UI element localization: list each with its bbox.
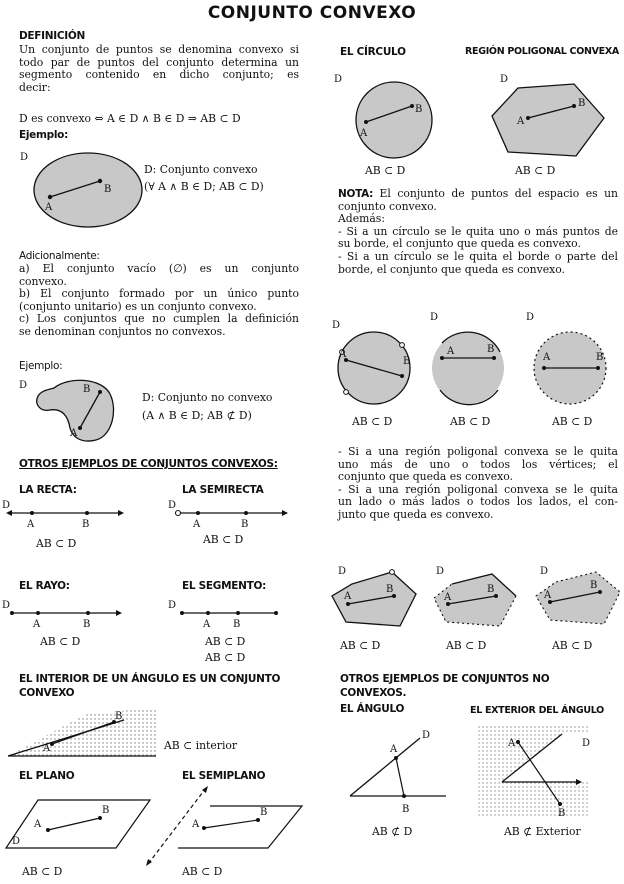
label-a: A — [33, 619, 41, 630]
definition-text — [19, 44, 299, 94]
polygon-line: - Si a una región poligonal convexa se le quita — [338, 482, 618, 496]
angle-interior-caption: AB ⊂ interior — [164, 739, 238, 752]
plane-caption: AB ⊂ D — [22, 865, 63, 878]
plane-figure — [4, 796, 154, 852]
definition-heading: DEFINICIÓN — [19, 30, 85, 42]
note-line: - Si a un círculo se le quita el borde o parte del — [338, 249, 618, 263]
other-examples-heading: OTROS EJEMPLOS DE CONJUNTOS CONVEXOS: — [19, 458, 278, 470]
label-d: D — [334, 74, 343, 85]
point-b — [572, 104, 576, 108]
label-a: A — [203, 619, 211, 630]
arrow-right — [118, 510, 124, 516]
convex-polygon — [492, 84, 604, 156]
ray-caption: AB ⊂ D — [40, 635, 81, 648]
note-text — [338, 188, 618, 276]
note-line: - Si a un círculo se le quita uno o más puntos de — [338, 224, 618, 238]
label-d: D — [526, 312, 535, 323]
label-b: B — [386, 584, 394, 595]
note-line: borde, el conjunto que queda es convexo. — [338, 262, 565, 276]
semiplane-caption: AB ⊂ D — [182, 865, 223, 878]
point-a — [196, 511, 200, 515]
arrow-right — [282, 510, 288, 516]
label-b: B — [260, 807, 268, 818]
point-a — [394, 756, 398, 760]
additionally-line: a) El conjunto vacío (∅) es un conjunto — [19, 262, 299, 275]
label-b: B — [403, 356, 411, 367]
nonconvex-label: D: Conjunto no convexo — [142, 391, 273, 404]
point-b — [558, 802, 562, 806]
exterior-caption: AB ⊄ Exterior — [504, 825, 581, 838]
endpoint — [180, 611, 184, 615]
removed-point — [400, 343, 405, 348]
polygons-modified-figure — [330, 562, 624, 636]
open-endpoint — [176, 511, 181, 516]
additionally-heading: Adicionalmente: — [19, 250, 100, 262]
label-b: B — [233, 619, 241, 630]
angle-interior-figure — [6, 706, 166, 762]
endpoint — [274, 611, 278, 615]
point-b — [598, 590, 602, 594]
label-a: A — [543, 352, 551, 363]
label-b: B — [487, 344, 495, 355]
label-b: B — [590, 580, 598, 591]
label-a: A — [544, 590, 552, 601]
nonconvex-condition: (A ∧ B ∈ D; AB ⊄ D) — [142, 409, 252, 422]
plane-heading: EL PLANO — [19, 770, 75, 782]
ray-heading: EL RAYO: — [19, 580, 70, 592]
point-a — [202, 826, 206, 830]
label-d: D — [168, 500, 177, 511]
convex-condition: (∀ A ∧ B ∈ D; AB ⊂ D) — [144, 180, 264, 193]
additionally-text — [19, 263, 299, 339]
point-b — [410, 104, 414, 108]
semiline-caption: AB ⊂ D — [203, 533, 244, 546]
segment-caption-2: AB ⊂ D — [205, 651, 246, 664]
point-a — [48, 195, 52, 199]
angle-interior-heading-1: EL INTERIOR DE UN ÁNGULO ES UN CONJUNTO — [19, 673, 281, 685]
label-b: B — [82, 519, 90, 530]
point-b — [492, 356, 496, 360]
polygon-caption-2: AB ⊂ D — [446, 639, 487, 652]
point-a — [36, 611, 40, 615]
circle — [356, 82, 432, 158]
removed-vertex — [390, 570, 395, 575]
label-d: D — [338, 566, 347, 577]
label-a: A — [70, 428, 78, 439]
label-b: B — [83, 384, 91, 395]
additionally-line: (conjunto unitario) es un conjunto convexo. — [19, 299, 257, 313]
removed-point — [344, 390, 349, 395]
note-line: conjunto convexo. — [338, 199, 437, 213]
label-b: B — [102, 805, 110, 816]
polygon-line: un lado o más lados o todos los lados, el con- — [338, 495, 618, 509]
additionally-line: b) El conjunto formado por un único punto — [19, 287, 299, 301]
convex-ellipse — [34, 153, 142, 227]
label-b: B — [115, 711, 123, 722]
label-d: D — [2, 500, 11, 511]
label-d: D — [582, 738, 591, 749]
polygon-text — [338, 446, 618, 522]
arrow-up — [202, 786, 208, 793]
label-d: D — [332, 320, 341, 331]
polygon-line: uno más de uno o todos los vértices; el — [338, 457, 618, 471]
circle-caption-1: AB ⊂ D — [352, 415, 393, 428]
polygon-line: conjunto que queda es convexo. — [338, 470, 513, 484]
label-a: A — [45, 202, 53, 213]
definition-line: Un conjunto de puntos se denomina convexo si — [19, 43, 299, 56]
exterior-heading: EL EXTERIOR DEL ÁNGULO — [470, 705, 604, 716]
convex-ellipse-figure — [14, 150, 144, 235]
definition-line: decir: — [19, 80, 51, 94]
polygon-figure — [488, 70, 618, 160]
example-heading: Ejemplo: — [19, 129, 68, 141]
nonconvex-heading-2: CONVEXOS. — [340, 687, 407, 699]
label-d: D — [20, 152, 29, 163]
polygon-heading: REGIÓN POLIGONAL CONVEXA — [465, 46, 619, 57]
point-a — [440, 356, 444, 360]
circle-caption-2: AB ⊂ D — [450, 415, 491, 428]
point-a — [526, 116, 530, 120]
point-a — [206, 611, 210, 615]
definition-line: segmento contenido en dicho conjunto; es — [19, 68, 299, 82]
nonconvex-figure — [14, 376, 124, 446]
arrow-right — [116, 610, 122, 616]
label-d: D — [540, 566, 549, 577]
convex-label: D: Conjunto convexo — [144, 163, 258, 176]
label-a: A — [517, 116, 525, 127]
segment-ab — [204, 820, 258, 828]
point-b — [494, 594, 498, 598]
page-title: CONJUNTO CONVEXO — [207, 3, 417, 23]
label-b: B — [487, 584, 495, 595]
label-a: A — [339, 349, 347, 360]
semiline-heading: LA SEMIRECTA — [182, 484, 264, 496]
label-a: A — [444, 592, 452, 603]
arrow-down — [146, 859, 152, 866]
segment-ab — [48, 818, 100, 830]
plane — [6, 800, 150, 848]
label-d: D — [436, 566, 445, 577]
segment-ab — [396, 758, 404, 796]
angle-heading: EL ÁNGULO — [340, 703, 405, 715]
point-a — [46, 828, 50, 832]
label-a: A — [447, 346, 455, 357]
nonconvex-heading-1: OTROS EJEMPLOS DE CONJUNTOS NO — [340, 673, 550, 685]
label-d: D — [500, 74, 509, 85]
angle-interior-heading-2: CONVEXO — [19, 687, 75, 699]
circle-caption-3: AB ⊂ D — [552, 415, 593, 428]
note-line: El conjunto de puntos del espacio es un — [379, 187, 618, 200]
label-d: D — [12, 836, 21, 847]
angle-side — [350, 738, 420, 796]
semiplane-figure — [142, 786, 302, 868]
label-a: A — [193, 519, 201, 530]
definition-line: todo par de puntos del conjunto determina un — [19, 55, 299, 69]
polygon-caption: AB ⊂ D — [515, 164, 556, 177]
point-b — [402, 794, 406, 798]
label-d: D — [430, 312, 439, 323]
exterior-angle-figure — [478, 726, 618, 819]
additionally-line: se denominan conjuntos no convexos. — [19, 324, 226, 338]
angle-caption: AB ⊄ D — [372, 825, 413, 838]
label-a: A — [34, 819, 42, 830]
polygon-caption-1: AB ⊂ D — [340, 639, 381, 652]
circle-caption: AB ⊂ D — [365, 164, 406, 177]
label-a: A — [43, 743, 51, 754]
origin-point — [10, 611, 14, 615]
label-b: B — [415, 104, 423, 115]
polygon-line: junto que queda es convexo. — [338, 507, 494, 521]
label-a: A — [360, 128, 368, 139]
point-b — [244, 511, 248, 515]
point-b — [98, 390, 102, 394]
label-b: B — [578, 98, 586, 109]
point-a — [346, 602, 350, 606]
label-a: A — [27, 519, 35, 530]
point-b — [85, 511, 89, 515]
point-a — [78, 426, 82, 430]
point-b — [400, 374, 404, 378]
point-b — [98, 179, 102, 183]
semiplane-heading: EL SEMIPLANO — [182, 770, 266, 782]
point-b — [236, 611, 240, 615]
note-line: su borde, el conjunto que queda es convexo. — [338, 237, 581, 251]
label-a: A — [192, 819, 200, 830]
label-d: D — [422, 730, 431, 741]
note-line-1 — [338, 188, 618, 201]
segment-heading: EL SEGMENTO: — [182, 580, 266, 592]
note-line: Además: — [338, 212, 385, 226]
polygon-line: - Si a una región poligonal convexa se le quita — [338, 445, 618, 458]
point-b — [256, 818, 260, 822]
polygon-caption-3: AB ⊂ D — [552, 639, 593, 652]
line-caption: AB ⊂ D — [36, 537, 77, 550]
label-b: B — [402, 804, 410, 815]
label-a: A — [508, 738, 516, 749]
point-a — [30, 511, 34, 515]
point-b — [596, 366, 600, 370]
segment-caption-1: AB ⊂ D — [205, 635, 246, 648]
point-a — [516, 740, 520, 744]
example2-heading: Ejemplo: — [19, 360, 63, 372]
label-b: B — [104, 184, 112, 195]
circle-heading: EL CÍRCULO — [340, 46, 406, 58]
label-a: A — [344, 591, 352, 602]
line-heading: LA RECTA: — [19, 484, 77, 496]
additionally-line: c) Los conjuntos que no cumplen la definición — [19, 312, 299, 326]
point-a — [542, 366, 546, 370]
label-d: D — [2, 600, 11, 611]
circle-figure — [332, 70, 442, 160]
label-b: B — [241, 519, 249, 530]
additionally-line: convexo. — [19, 274, 67, 288]
point-a — [50, 742, 54, 746]
label-b: B — [596, 352, 604, 363]
circles-modified-figure — [330, 312, 624, 408]
point-a — [364, 120, 368, 124]
point-b — [86, 611, 90, 615]
label-b: B — [558, 808, 566, 819]
label-d: D — [168, 600, 177, 611]
label-b: B — [83, 619, 91, 630]
point-b — [98, 816, 102, 820]
label-d: D — [19, 380, 28, 391]
note-heading: NOTA: — [338, 188, 374, 200]
label-a: A — [390, 744, 398, 755]
definition-formula: D es convexo ⇔ A ∈ D ∧ B ∈ D ⇒ AB ⊂ D — [19, 112, 241, 125]
angle-figure — [346, 726, 456, 816]
